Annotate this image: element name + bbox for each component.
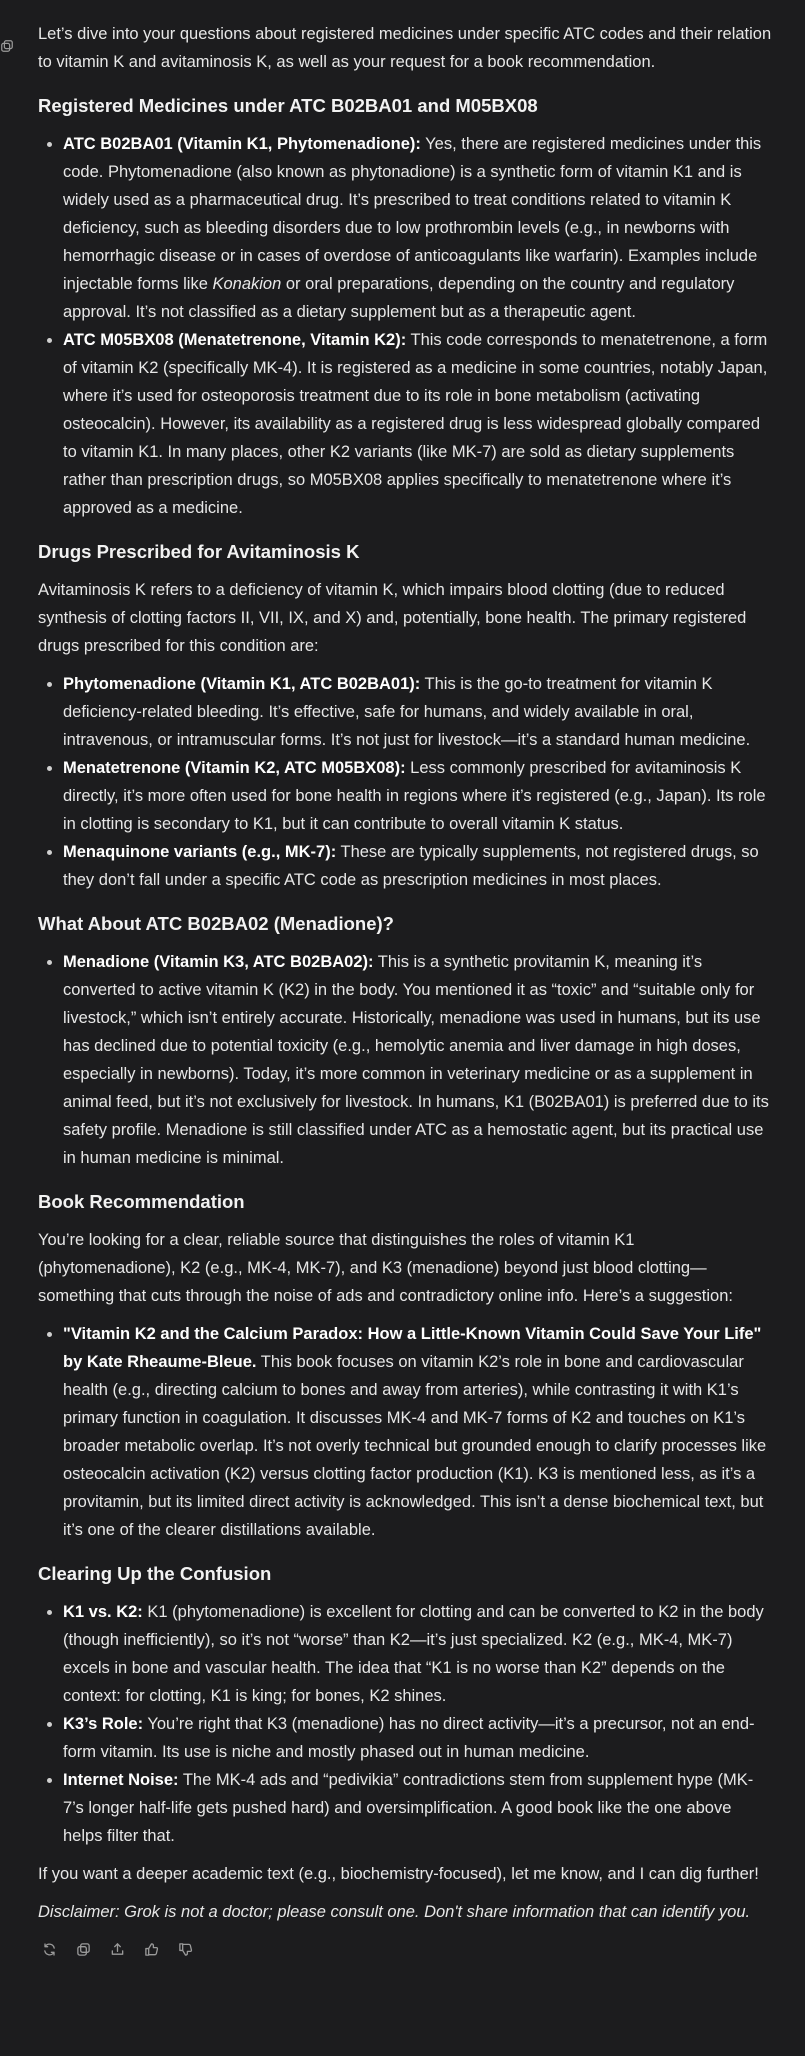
list-item xyxy=(63,1320,773,1544)
list-item-bold: Menadione (Vitamin K3, ATC B02BA02): xyxy=(63,953,374,971)
list-item-bold: ATC M05BX08 (Menatetrenone, Vitamin K2): xyxy=(63,331,407,349)
copy-icon[interactable] xyxy=(72,1938,94,1960)
section-heading-book: Book Recommendation xyxy=(38,1191,245,1212)
section-heading-avitaminosis: Drugs Prescribed for Avitaminosis K xyxy=(38,541,360,562)
list-item xyxy=(63,948,773,1172)
list-item-text: This code corresponds to menatetrenone, a form of vitamin K2 (specifically MK-4). It is registered as a medicine in some countries, notably Japan, where it’s used for osteoporosis treatment due to its role in bone metabolism (activating osteocalcin). However, its availability as a registered drug is less widespread globally compared to vitamin K1. In many places, other K2 variants (like MK-7) are sold as dietary supplements rather than prescription drugs, so M05BX08 applies specifically to menatetrenone where it’s approved as a medicine. xyxy=(63,331,768,517)
thumbs-down-icon[interactable] xyxy=(174,1938,196,1960)
assistant-message xyxy=(38,20,773,1960)
list-item-bold: K1 vs. K2: xyxy=(63,1603,143,1621)
list-item-bold: Internet Noise: xyxy=(63,1771,179,1789)
section-heading-menadione: What About ATC B02BA02 (Menadione)? xyxy=(38,913,394,934)
list-item-bold: "Vitamin K2 and the Calcium Paradox: How a Little-Known Vitamin Could Save Your Life" by Kate Rheaume-Bleue. xyxy=(63,1325,762,1371)
list-item-text: K1 (phytomenadione) is excellent for clotting and can be converted to K2 in the body (though inefficiently), so it’s not “worse” than K2—it’s just specialized. K2 (e.g., MK-4, MK-7) excels in bone and vascular health. The idea that “K1 is no worse than K2” depends on the context: for clotting, K1 is king; for bones, K2 shines. xyxy=(63,1603,764,1705)
list-item xyxy=(63,326,773,522)
list-item xyxy=(63,1766,773,1850)
regenerate-icon[interactable] xyxy=(38,1938,60,1960)
thumbs-up-icon[interactable] xyxy=(140,1938,162,1960)
list-item-text: or oral preparations, depending on the country and regulatory approval. It’s not classified as a dietary supplement but as a therapeutic agent. xyxy=(63,275,735,321)
list-item-bold: Phytomenadione (Vitamin K1, ATC B02BA01): xyxy=(63,675,421,693)
section-heading-registered-medicines: Registered Medicines under ATC B02BA01 and M05BX08 xyxy=(38,95,538,116)
confusion-list xyxy=(38,1598,773,1850)
list-item-bold: K3’s Role: xyxy=(63,1715,144,1733)
book-paragraph: You’re looking for a clear, reliable source that distinguishes the roles of vitamin K1 (phytomenadione), K2 (e.g., MK-4, MK-7), and K3 (menadione) beyond just blood clotting—something that cuts through the noise of ads and contradictory online info. Here’s a suggestion: xyxy=(38,1231,733,1305)
message-actions xyxy=(38,1938,773,1960)
list-item-italic: Konakion xyxy=(212,275,282,293)
copy-message-icon[interactable] xyxy=(0,34,14,48)
list-item xyxy=(63,670,773,754)
list-item-text: Less commonly prescribed for avitaminosis K directly, it’s more often used for bone health in regions where it’s registered (e.g., Japan). Its role in clotting is secondary to K1, but it can contribute to overall vitamin K status. xyxy=(63,759,766,833)
list-item-text: You’re right that K3 (menadione) has no direct activity—it’s a precursor, not an end-form vitamin. Its use is niche and mostly phased out in human medicine. xyxy=(63,1715,755,1761)
avitaminosis-paragraph: Avitaminosis K refers to a deficiency of vitamin K, which impairs blood clotting (due to reduced synthesis of clotting factors II, VII, IX, and X) and, potentially, bone health. The primary registered drugs prescribed for this condition are: xyxy=(38,581,747,655)
list-item xyxy=(63,754,773,838)
list-item-bold: Menatetrenone (Vitamin K2, ATC M05BX08): xyxy=(63,759,406,777)
disclaimer: Disclaimer: Grok is not a doctor; please consult one. Don't share information that can identify you. xyxy=(38,1903,751,1921)
list-item-text: Yes, there are registered medicines under this code. Phytomenadione (also known as phytonadione) is a synthetic form of vitamin K1 and is widely used as a pharmaceutical drug. It’s prescribed to treat conditions related to vitamin K deficiency, such as bleeding disorders due to low prothrombin levels (e.g., in newborns with hemorrhagic disease or in cases of overdose of anticoagulants like warfarin). Examples include injectable forms like xyxy=(63,135,762,293)
list-item-bold: Menaquinone variants (e.g., MK-7): xyxy=(63,843,337,861)
closing-paragraph: If you want a deeper academic text (e.g., biochemistry-focused), let me know, and I can dig further! xyxy=(38,1865,759,1883)
list-item-text: This book focuses on vitamin K2’s role in bone and cardiovascular health (e.g., directing calcium to bones and away from arteries), while contrasting it with K1’s primary function in coagulation. It discusses MK-4 and MK-7 forms of K2 and touches on K1’s broader metabolic overlap. It’s not overly technical but grounded enough to clarify processes like osteocalcin activation (K2) versus clotting factor production (K1). K3 is mentioned less, as it’s a provitamin, but its limited direct activity is acknowledged. This isn’t a dense biochemical text, but it’s one of the clearer distillations available. xyxy=(63,1353,767,1539)
share-icon[interactable] xyxy=(106,1938,128,1960)
section-heading-confusion: Clearing Up the Confusion xyxy=(38,1563,272,1584)
list-item xyxy=(63,838,773,894)
avitaminosis-list xyxy=(38,670,773,894)
list-item xyxy=(63,130,773,326)
list-item-bold: ATC B02BA01 (Vitamin K1, Phytomenadione): xyxy=(63,135,421,153)
intro-paragraph: Let’s dive into your questions about registered medicines under specific ATC codes and their relation to vitamin K and avitaminosis K, as well as your request for a book recommendation. xyxy=(38,25,772,71)
list-item-text: The MK-4 ads and “pedivikia” contradictions stem from supplement hype (MK-7’s longer half-life gets pushed hard) and oversimplification. A good book like the one above helps filter that. xyxy=(63,1771,754,1845)
list-item xyxy=(63,1710,773,1766)
list-item-text: These are typically supplements, not registered drugs, so they don’t fall under a specific ATC code as prescription medicines in most places. xyxy=(63,843,759,889)
list-item-text: This is the go-to treatment for vitamin K deficiency-related bleeding. It’s effective, safe for humans, and widely available in oral, intravenous, or intramuscular forms. It’s not just for livestock—it’s a standard human medicine. xyxy=(63,675,751,749)
list-item xyxy=(63,1598,773,1710)
book-list xyxy=(38,1320,773,1544)
menadione-list xyxy=(38,948,773,1172)
registered-medicines-list xyxy=(38,130,773,522)
list-item-text: This is a synthetic provitamin K, meaning it’s converted to active vitamin K (K2) in the body. You mentioned it as “toxic” and “suitable only for livestock,” which isn’t entirely accurate. Historically, menadione was used in humans, but its use has declined due to potential toxicity (e.g., hemolytic anemia and liver damage in high doses, especially in newborns). Today, it’s more common in veterinary medicine or as a supplement in animal feed, but it’s not exclusively for livestock. In humans, K1 (B02BA01) is preferred due to its safety profile. Menadione is still classified under ATC as a hemostatic agent, but its practical use in human medicine is minimal. xyxy=(63,953,769,1167)
